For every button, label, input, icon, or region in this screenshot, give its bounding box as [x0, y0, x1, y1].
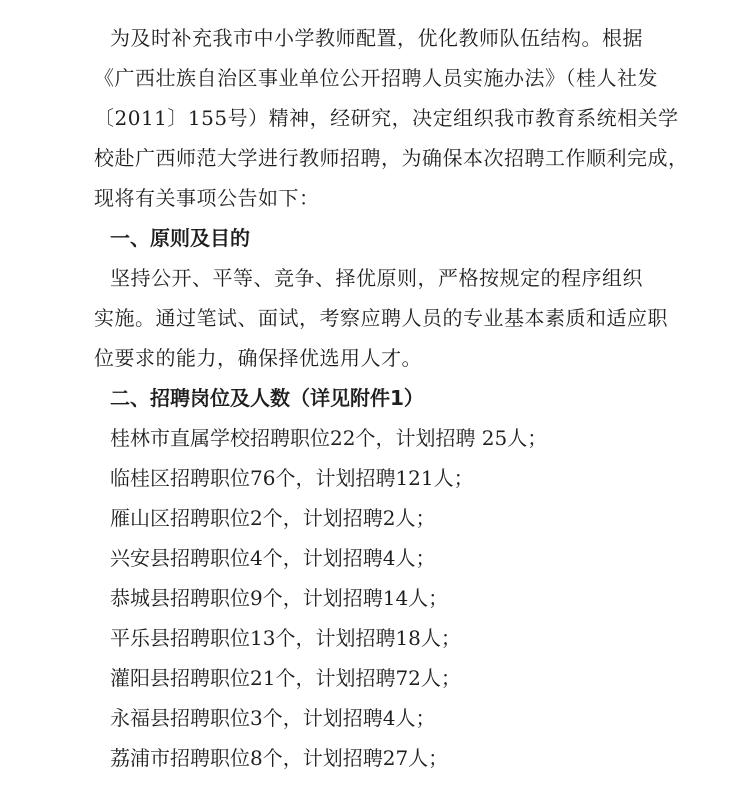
list-item: 兴安县招聘职位4个，计划招聘4人； — [110, 546, 436, 570]
list-item: 桂林市直属学校招聘职位22个，计划招聘 25人； — [110, 426, 548, 450]
section1-line-2: 实施。通过笔试、面试，考察应聘人员的专业基本素质和适应职 — [94, 306, 668, 330]
section1-heading: 一、原则及目的 — [110, 226, 250, 250]
section2-heading: 二、招聘岗位及人数（详见附件1） — [110, 386, 424, 410]
list-item: 临桂区招聘职位76个，计划招聘121人； — [110, 466, 474, 490]
list-item: 灌阳县招聘职位21个，计划招聘72人； — [110, 666, 461, 690]
list-item: 平乐县招聘职位13个，计划招聘18人； — [110, 626, 461, 650]
list-item: 雁山区招聘职位2个，计划招聘2人； — [110, 506, 436, 530]
intro-line-5: 现将有关事项公告如下： — [94, 186, 320, 210]
intro-line-2: 《广西壮族自治区事业单位公开招聘人员实施办法》（桂人社发 — [94, 66, 658, 90]
list-item: 荔浦市招聘职位8个，计划招聘27人； — [110, 746, 449, 770]
section1-line-3: 位要求的能力，确保择优选用人才。 — [94, 346, 422, 370]
list-item: 永福县招聘职位3个，计划招聘4人； — [110, 706, 436, 730]
section1-line-1: 坚持公开、平等、竞争、择优原则，严格按规定的程序组织 — [110, 266, 643, 290]
list-item: 恭城县招聘职位9个，计划招聘14人； — [110, 586, 449, 610]
intro-line-4: 校赴广西师范大学进行教师招聘，为确保本次招聘工作顺利完成， — [94, 146, 689, 170]
intro-line-3: 〔2011〕155号）精神，经研究，决定组织我市教育系统相关学 — [94, 106, 679, 130]
intro-line-1: 为及时补充我市中小学教师配置，优化教师队伍结构。根据 — [110, 26, 643, 50]
